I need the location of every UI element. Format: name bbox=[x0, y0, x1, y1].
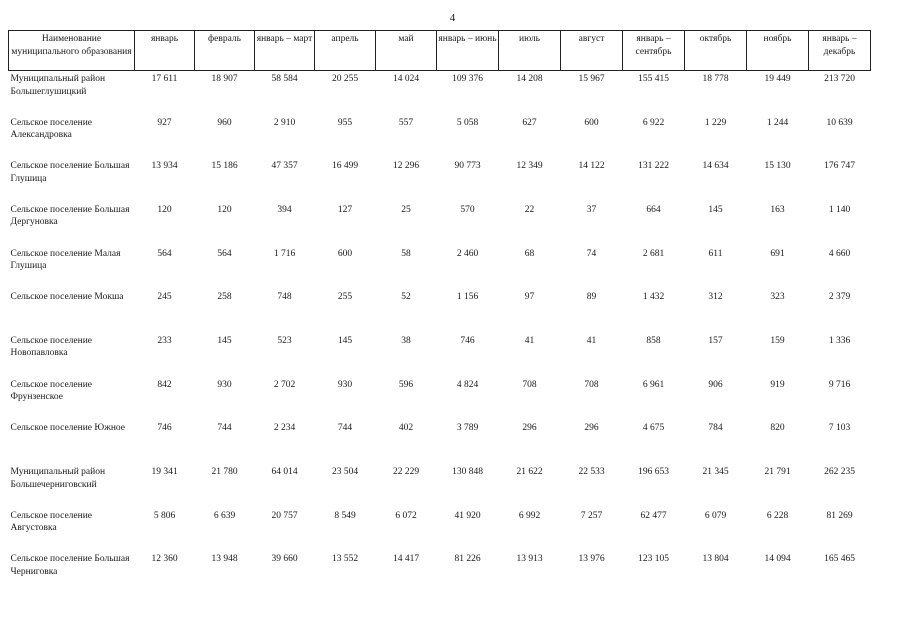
table-cell: 52 bbox=[401, 292, 411, 303]
table-cell: 13 976 bbox=[578, 554, 605, 565]
table-cell: 2 910 bbox=[273, 117, 296, 128]
municipality-name: Сельское поселение Большая Глушица bbox=[10, 161, 130, 184]
table-cell: 19 341 bbox=[151, 467, 178, 477]
table-cell: 13 913 bbox=[516, 554, 543, 565]
municipality-name: Сельское поселение Фрунзенское bbox=[10, 379, 93, 403]
table-cell: 120 bbox=[217, 204, 232, 215]
table-cell: 6 228 bbox=[766, 510, 789, 521]
table-cell: 6 961 bbox=[642, 379, 665, 390]
table-cell: 97 bbox=[524, 292, 535, 303]
table-cell: 570 bbox=[460, 204, 475, 215]
table-cell: 145 bbox=[708, 204, 723, 215]
table-header-row bbox=[9, 31, 871, 71]
table-cell: 74 bbox=[586, 248, 597, 259]
table-cell: 600 bbox=[584, 117, 599, 128]
table-cell: 296 bbox=[522, 423, 537, 434]
column-header: январь bbox=[135, 31, 195, 71]
table-row bbox=[9, 420, 871, 464]
table-cell: 1 336 bbox=[828, 335, 851, 346]
column-header: май bbox=[376, 31, 437, 71]
table-cell: 523 bbox=[277, 335, 292, 346]
table-cell: 22 bbox=[524, 204, 535, 215]
table-cell: 145 bbox=[217, 335, 232, 346]
table-cell: 296 bbox=[584, 423, 599, 434]
table-cell: 14 122 bbox=[578, 161, 605, 172]
table-cell: 6 639 bbox=[213, 510, 236, 521]
municipality-name: Сельское поселение Большая Черниговка bbox=[10, 554, 130, 577]
table-cell: 9 716 bbox=[828, 379, 851, 390]
table-cell: 20 255 bbox=[331, 74, 359, 84]
column-header: январь – декабрь bbox=[809, 31, 871, 71]
table-cell: 906 bbox=[708, 379, 723, 390]
table-cell: 708 bbox=[584, 379, 599, 390]
municipality-name: Сельское поселение Мокша bbox=[10, 292, 124, 303]
table-cell: 564 bbox=[157, 248, 172, 259]
table-cell: 2 379 bbox=[828, 292, 851, 303]
table-cell: 58 bbox=[401, 248, 411, 259]
table-cell: 13 552 bbox=[331, 554, 359, 565]
table-cell: 930 bbox=[217, 379, 232, 390]
table-cell: 22 533 bbox=[578, 467, 605, 477]
table-cell: 18 907 bbox=[211, 74, 238, 84]
municipality-name: Сельское поселение Южное bbox=[10, 423, 125, 434]
table-cell: 8 549 bbox=[334, 510, 356, 521]
table-cell: 23 504 bbox=[331, 467, 359, 477]
table-cell: 6 072 bbox=[395, 510, 417, 521]
table-cell: 312 bbox=[708, 292, 723, 303]
table-row bbox=[9, 508, 871, 552]
table-cell: 12 296 bbox=[392, 161, 420, 172]
column-header: октябрь bbox=[685, 31, 747, 71]
table-cell: 62 477 bbox=[640, 510, 667, 521]
table-cell: 4 675 bbox=[642, 423, 665, 434]
table-cell: 64 014 bbox=[271, 467, 298, 477]
table-cell: 41 920 bbox=[454, 510, 481, 521]
table-cell: 12 360 bbox=[151, 554, 178, 565]
table-row bbox=[9, 202, 871, 246]
table-cell: 13 804 bbox=[702, 554, 729, 565]
table-cell: 25 bbox=[401, 204, 411, 215]
table-cell: 233 bbox=[157, 335, 172, 346]
table-cell: 394 bbox=[277, 204, 292, 215]
table-cell: 5 806 bbox=[153, 510, 176, 521]
table-cell: 120 bbox=[157, 204, 172, 215]
table-cell: 744 bbox=[337, 423, 353, 434]
page-number: 4 bbox=[449, 12, 456, 24]
table-cell: 13 934 bbox=[151, 161, 178, 172]
table-cell: 6 992 bbox=[518, 510, 541, 521]
table-cell: 14 417 bbox=[392, 554, 420, 565]
table-row bbox=[9, 289, 871, 333]
table-cell: 2 702 bbox=[273, 379, 296, 390]
table-cell: 748 bbox=[277, 292, 292, 303]
column-header: апрель bbox=[315, 31, 376, 71]
table-cell: 858 bbox=[646, 335, 661, 346]
table-cell: 21 780 bbox=[211, 467, 238, 477]
table-cell: 37 bbox=[586, 204, 597, 215]
table-cell: 1 432 bbox=[642, 292, 665, 303]
table-cell: 14 634 bbox=[702, 161, 729, 172]
table-cell: 21 791 bbox=[764, 467, 791, 477]
table-cell: 784 bbox=[708, 423, 723, 434]
table-cell: 6 922 bbox=[642, 117, 665, 128]
table-cell: 927 bbox=[157, 117, 172, 128]
table-cell: 155 415 bbox=[638, 74, 669, 84]
table-row bbox=[9, 464, 871, 508]
table-cell: 90 773 bbox=[454, 161, 481, 172]
table-row bbox=[9, 333, 871, 377]
table-cell: 664 bbox=[646, 204, 661, 215]
table-row bbox=[9, 71, 871, 115]
table-cell: 919 bbox=[770, 379, 785, 390]
table-cell: 600 bbox=[337, 248, 353, 259]
table-cell: 41 bbox=[586, 335, 597, 346]
table-cell: 16 499 bbox=[331, 161, 359, 172]
table-cell: 596 bbox=[398, 379, 414, 390]
table-cell: 708 bbox=[522, 379, 537, 390]
table-cell: 746 bbox=[460, 335, 475, 346]
column-header: январь – сентябрь bbox=[623, 31, 685, 71]
table-cell: 402 bbox=[398, 423, 414, 434]
table-cell: 4 824 bbox=[456, 379, 479, 390]
table-cell: 47 357 bbox=[271, 161, 298, 172]
table-cell: 18 778 bbox=[702, 74, 729, 84]
table-cell: 39 660 bbox=[271, 554, 298, 565]
table-cell: 165 465 bbox=[824, 554, 855, 565]
table-cell: 81 269 bbox=[826, 510, 853, 521]
table-cell: 744 bbox=[217, 423, 232, 434]
table-row bbox=[9, 377, 871, 421]
municipality-name: Сельское поселение Малая Глушица bbox=[10, 248, 121, 272]
table-cell: 145 bbox=[337, 335, 353, 346]
table-cell: 7 103 bbox=[828, 423, 851, 434]
table-cell: 68 bbox=[524, 248, 535, 259]
table-cell: 58 584 bbox=[271, 74, 298, 84]
table-cell: 1 140 bbox=[828, 204, 851, 215]
municipality-name: Сельское поселение Августовка bbox=[10, 510, 93, 534]
table-cell: 691 bbox=[770, 248, 785, 259]
table-cell: 89 bbox=[586, 292, 597, 303]
table-cell: 2 460 bbox=[456, 248, 479, 259]
table-cell: 19 449 bbox=[764, 74, 791, 84]
table-cell: 746 bbox=[157, 423, 172, 434]
column-header-name: Наименование муниципального образования bbox=[9, 31, 135, 71]
column-header: ноябрь bbox=[747, 31, 809, 71]
column-header: январь – март bbox=[255, 31, 315, 71]
table-cell: 255 bbox=[337, 292, 353, 303]
table-cell: 842 bbox=[157, 379, 172, 390]
table-cell: 258 bbox=[217, 292, 232, 303]
table-cell: 14 208 bbox=[516, 74, 543, 84]
table-row bbox=[9, 115, 871, 159]
column-header: февраль bbox=[195, 31, 255, 71]
table-cell: 564 bbox=[217, 248, 232, 259]
table-cell: 1 244 bbox=[766, 117, 789, 128]
table-cell: 557 bbox=[398, 117, 414, 128]
table-cell: 930 bbox=[337, 379, 353, 390]
municipal-statistics-table bbox=[8, 30, 871, 595]
table-cell: 123 105 bbox=[638, 554, 669, 565]
table-cell: 955 bbox=[337, 117, 353, 128]
column-header: август bbox=[561, 31, 623, 71]
table-cell: 10 639 bbox=[826, 117, 853, 128]
table-cell: 15 967 bbox=[578, 74, 605, 84]
table-row bbox=[9, 551, 871, 595]
table-cell: 81 226 bbox=[454, 554, 481, 565]
table-cell: 131 222 bbox=[638, 161, 669, 172]
table-cell: 127 bbox=[337, 204, 353, 215]
table-cell: 41 bbox=[524, 335, 535, 346]
table-cell: 196 653 bbox=[638, 467, 669, 477]
table-cell: 176 747 bbox=[824, 161, 855, 172]
table-cell: 15 130 bbox=[764, 161, 791, 172]
table-cell: 163 bbox=[770, 204, 785, 215]
table-cell: 611 bbox=[708, 248, 723, 259]
table-cell: 38 bbox=[401, 335, 411, 346]
municipality-name: Сельское поселение Александровка bbox=[10, 117, 93, 140]
table-cell: 159 bbox=[770, 335, 785, 346]
table-cell: 22 229 bbox=[392, 467, 420, 477]
table-cell: 14 024 bbox=[392, 74, 420, 84]
table-cell: 1 156 bbox=[456, 292, 479, 303]
table-row bbox=[9, 246, 871, 290]
table-cell: 15 186 bbox=[211, 161, 238, 172]
table-cell: 109 376 bbox=[452, 74, 483, 84]
municipality-name: Муниципальный район Большечерниговский bbox=[10, 467, 106, 490]
column-header: июль bbox=[499, 31, 561, 71]
table-cell: 6 079 bbox=[704, 510, 727, 521]
table-cell: 157 bbox=[708, 335, 723, 346]
municipality-name: Сельское поселение Большая Дергуновка bbox=[10, 204, 130, 228]
table-cell: 245 bbox=[157, 292, 172, 303]
table-cell: 13 948 bbox=[211, 554, 238, 565]
table-cell: 4 660 bbox=[828, 248, 851, 259]
municipality-name: Муниципальный район Большеглушицкий bbox=[10, 74, 106, 97]
table-cell: 1 229 bbox=[704, 117, 727, 128]
table-cell: 17 611 bbox=[151, 74, 178, 84]
table-cell: 5 058 bbox=[456, 117, 479, 128]
column-header: январь – июнь bbox=[437, 31, 499, 71]
table-cell: 130 848 bbox=[452, 467, 483, 477]
table-cell: 2 234 bbox=[273, 423, 296, 434]
table-cell: 7 257 bbox=[580, 510, 603, 521]
table-cell: 14 094 bbox=[764, 554, 791, 565]
table-row bbox=[9, 158, 871, 202]
table-cell: 820 bbox=[770, 423, 785, 434]
table-cell: 12 349 bbox=[516, 161, 543, 172]
table-cell: 20 757 bbox=[271, 510, 298, 521]
table-cell: 21 622 bbox=[516, 467, 543, 477]
municipality-name: Сельское поселение Новопавловка bbox=[10, 335, 93, 359]
table-cell: 262 235 bbox=[824, 467, 855, 477]
table-cell: 1 716 bbox=[273, 248, 296, 259]
table-cell: 21 345 bbox=[702, 467, 729, 477]
table-cell: 627 bbox=[522, 117, 537, 128]
table-cell: 213 720 bbox=[824, 74, 855, 84]
table-cell: 960 bbox=[217, 117, 232, 128]
table-cell: 323 bbox=[770, 292, 785, 303]
table-cell: 2 681 bbox=[642, 248, 665, 259]
table-cell: 3 789 bbox=[456, 423, 479, 434]
